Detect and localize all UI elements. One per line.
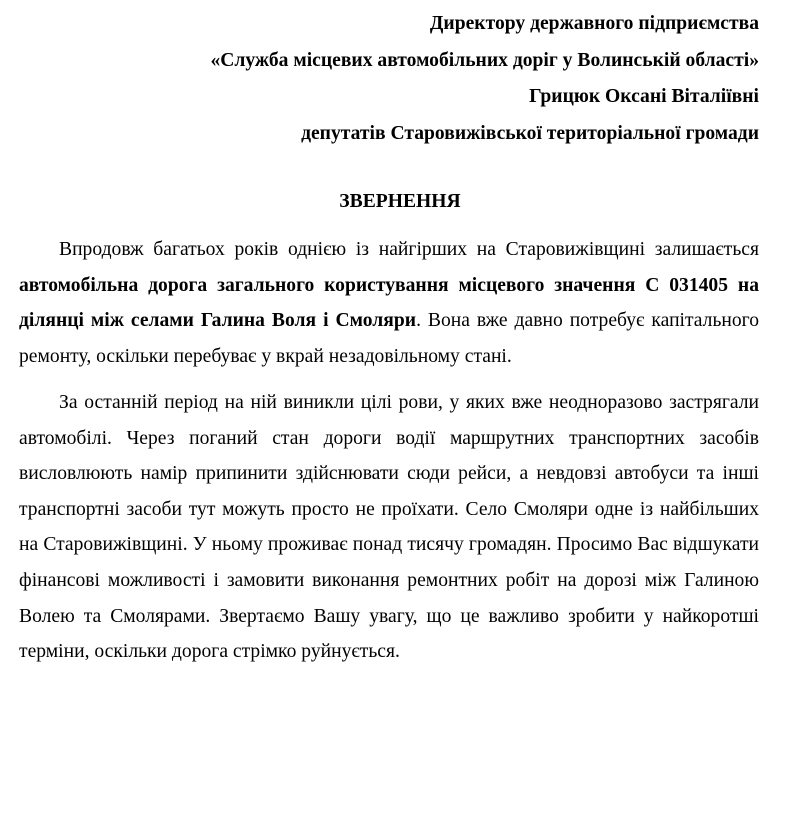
addressee-line-name: Грицюк Оксані Віталіївні bbox=[529, 86, 759, 107]
paragraph-2: За останній період на ній виникли цілі рови, у яких вже неодноразово застрягали автомобілі. Через поганий стан дороги водії маршрутних транспортних засобів висловлюють намір припинити здійснювати сюди рейси, а невдовзі автобуси та інші транспортні засоби тут можуть просто не проїхати. Село Смоляри одне із найбільших на Старовижівщині. У ньому проживає понад тисячу громадян. Просимо Вас відшукати фінансові можливості і замовити виконання ремонтних робіт на дорозі між Галиною Волею та Смолярами. Звертаємо Вашу увагу, що це важливо зробити у найкоротші терміни, оскільки дорога стрімко руйнується. bbox=[19, 392, 759, 663]
paragraph-1-rest: . Вона вже давно потребує капітального ремонту, оскільки перебуває у вкрай незадовільному стані. bbox=[19, 310, 760, 367]
paragraph-1-road-name: автомобільна дорога загального користування місцевого значення С 031405 на ділянці між селами Галина Воля і Смоляри bbox=[19, 274, 759, 332]
addressee-block bbox=[210, 6, 759, 152]
paragraph-1 bbox=[19, 232, 759, 374]
addressee-line-organization: «Служба місцевих автомобільних доріг у Волинській області» bbox=[210, 49, 759, 71]
addressee-line-position: Директору державного підприємства bbox=[429, 13, 759, 34]
document-title: ЗВЕРНЕННЯ bbox=[339, 191, 461, 212]
addressee-line-sender: депутатів Старовижівської територіальної громади bbox=[301, 122, 759, 144]
paragraph-1-intro: Впродовж багатьох років однією із найгірших на Старовижівщині залишається bbox=[59, 239, 759, 260]
